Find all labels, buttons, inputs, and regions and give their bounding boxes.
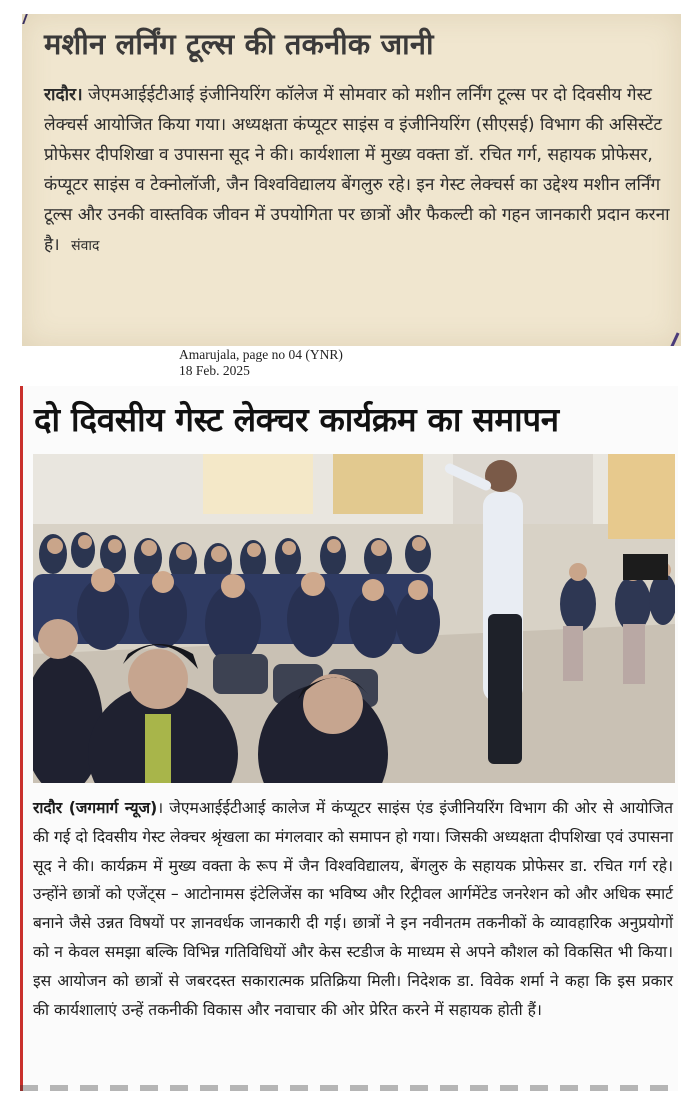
clipping1-byline: संवाद — [71, 238, 100, 254]
source-caption — [179, 347, 343, 379]
red-column-rule — [20, 386, 23, 1091]
lecture-hall-illustration — [33, 454, 675, 783]
clipping2-dateline: रादौर (जगमार्ग न्यूज) — [33, 799, 158, 817]
caption-date: 18 Feb. 2025 — [179, 363, 250, 378]
edge-pen-mark — [667, 332, 679, 346]
clipping1-text: जेएमआईईटीआई इंजीनियरिंग कॉलेज में सोमवार को मशीन लर्निंग टूल्स पर दो दिवसीय गेस्ट लेक्चर्स आयोजित किया गया। अध्यक्षता कंप्यूटर साइंस व इंजीनियरिंग (सीएसई) विभाग की असिस्टेंट प्रोफेसर दीपशिखा व उपासना सूद ने की। कार्यशाला में मुख्य वक्ता डॉ. रचित गर्ग, सहायक प्रोफेसर, कंप्यूटर साइंस व टेक्नोलॉजी, जैन विश्वविद्यालय बेंगलुरु रहे। इन गेस्ट लेक्चर्स का उद्देश्य मशीन लर्निंग टूल्स और उनकी वास्तविक जीवन में उपयोगिता पर छात्रों और फैकल्टी को गहन जानकारी प्रदान करना है। — [44, 85, 670, 255]
caption-source: Amarujala, page no 04 (YNR) — [179, 347, 343, 362]
corner-pen-mark — [22, 14, 36, 24]
clipping-bottom-edge — [20, 1085, 678, 1091]
clipping2-text: । जेएमआईईटीआई कालेज में कंप्यूटर साइंस एंड इंजीनियरिंग विभाग की ओर से आयोजित की गई दो दिवसीय गेस्ट लेक्चर श्रृंखला का मंगलवार को समापन हो गया। जिसकी अध्यक्षता दीपशिखा एवं उपासना सूद ने की। कार्यक्रम में मुख्य वक्ता के रूप में जैन विश्वविद्यालय, बेंगलुरु के सहायक प्रोफेसर डा. रचित गर्ग रहे। उन्होंने छात्रों को एजेंट्स – आटोनामस इंटेलिजेंस का भविष्य और रिट्रीवल आर्गमेंटेड जनरेशन को और अधिक स्मार्ट बनाने जैसे उन्नत विषयों पर ज्ञानवर्धक जानकारी दी गई। छात्रों ने इन नवीनतम तकनीकों के व्यावहारिक अनुप्रयोगों को न केवल समझा बल्कि विभिन्न गतिविधियों और केस स्टडीज के माध्यम से अपने कौशल को विकसित भी किया। इस आयोजन को छात्रों से जबरदस्त सकारात्मक प्रतिक्रिया मिली। निदेशक डा. विवेक शर्मा ने कहा कि इस प्रकार की कार्यशालाएं उन्हें तकनीकी विकास और नवाचार की ओर प्रेरित करने में सहायक होती हैं। — [33, 799, 673, 1019]
clipping2-body — [33, 794, 673, 1024]
clipping1-headline: मशीन लर्निंग टूल्स की तकनीक जानी — [44, 27, 434, 61]
jagmarg-clipping — [20, 386, 678, 1091]
clipping1-body — [44, 80, 670, 261]
clipping2-headline: दो दिवसीय गेस्ट लेक्चर कार्यक्रम का समापन — [34, 400, 559, 439]
amarujala-clipping — [22, 14, 681, 346]
lecture-photo — [33, 454, 675, 783]
clipping1-dateline: रादौर। — [44, 85, 83, 105]
